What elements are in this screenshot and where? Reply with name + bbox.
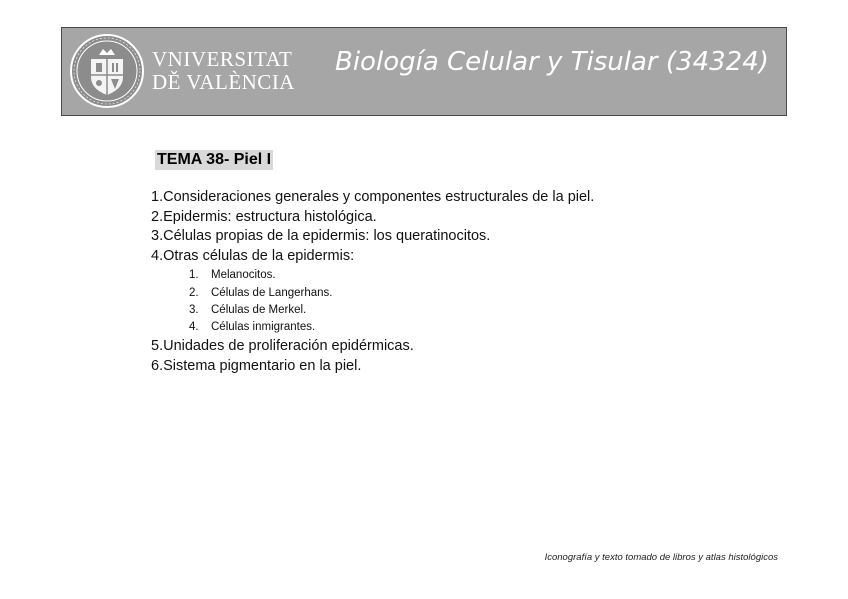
outline-subitem — [189, 319, 594, 336]
university-name — [152, 48, 295, 94]
outline-subitem — [189, 285, 594, 302]
university-name-line2: DĚ VALÈNCIA — [152, 70, 295, 94]
outline-subitem — [189, 267, 594, 284]
subitem-label: Melanocitos. — [211, 269, 276, 282]
university-name-line1: VNIVERSITAT — [152, 47, 293, 71]
footer-note: Iconografía y texto tomado de libros y atlas histológicos — [544, 552, 778, 563]
slide-header — [61, 27, 787, 116]
outline-item: 6.Sistema pigmentario en la piel. — [151, 357, 362, 374]
subitem-label: Células de Langerhans. — [211, 286, 333, 299]
subitem-number: 1. — [189, 269, 199, 282]
topic-title: TEMA 38- Piel I — [157, 151, 272, 168]
subitem-number: 3. — [189, 303, 199, 316]
outline-item: 5.Unidades de proliferación epidérmicas. — [151, 338, 414, 355]
outline-item: 4.Otras células de la epidermis: — [151, 247, 355, 264]
subitem-number: 4. — [189, 320, 199, 333]
subitem-label: Células de Merkel. — [211, 303, 307, 316]
topic-outline — [151, 188, 594, 376]
outline-sublist — [151, 267, 594, 336]
outline-item: 1.Consideraciones generales y componentes estructurales de la piel. — [151, 189, 595, 205]
outline-item: 3.Células propias de la epidermis: los queratinocitos. — [151, 228, 491, 245]
university-seal-icon — [69, 33, 145, 109]
course-title: Biología Celular y Tisular (34324) — [335, 47, 769, 77]
outline-item: 2.Epidermis: estructura histológica. — [151, 208, 377, 225]
outline-subitem — [189, 302, 594, 319]
subitem-label: Células inmigrantes. — [211, 320, 316, 333]
subitem-number: 2. — [189, 286, 199, 299]
